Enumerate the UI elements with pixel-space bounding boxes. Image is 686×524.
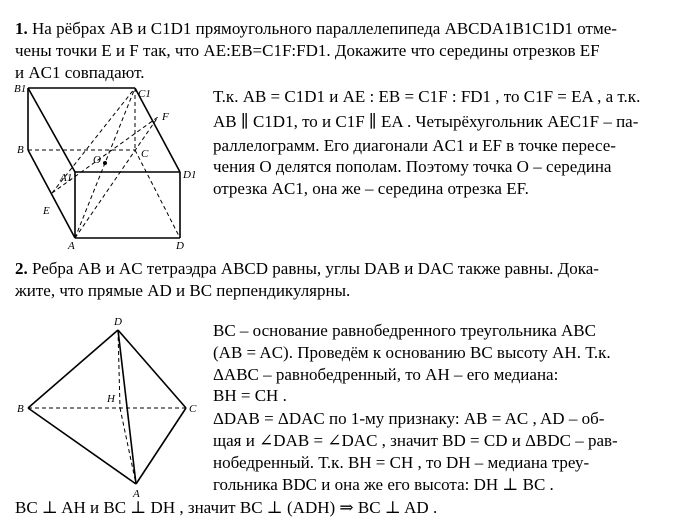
label-b1: B1 — [14, 83, 27, 95]
label-d1: D1 — [183, 169, 197, 181]
solution2-line-6: щая и ∠DAB = ∠DAC , значит BD = CD и ΔBDC – рав- — [213, 431, 618, 450]
problem1-line-2: чены точки E и F так, что AE:EB=C1F:FD1. Докажите что середины отрезков EF — [15, 41, 600, 60]
svg-text:C — [189, 403, 197, 415]
label-e: E — [43, 205, 50, 217]
solution2-line-5: ΔDAB = ΔDAC по 1-му признаку: AB = AC , AD – об- — [213, 409, 605, 428]
problem1-number: 1. — [15, 19, 28, 38]
label-d: D — [176, 240, 184, 252]
edge-d-c — [118, 330, 186, 408]
label-a2: A — [133, 488, 140, 500]
solution2-line-3: ΔABC – равнобедренный, то AH – его медиана: — [213, 365, 559, 384]
solution2-line-7: нобедренный. Т.к. BH = CH , то DH – медиана треу- — [213, 453, 590, 472]
label-c: C — [141, 148, 149, 160]
problem1-text-1: На рёбрах AB и C1D1 прямоугольного параллелепипеда ABCDA1B1C1D1 отме- — [32, 19, 617, 38]
label-f: F — [162, 111, 169, 123]
label-d2: D — [114, 316, 122, 328]
label-c2: C — [189, 403, 197, 415]
svg-text:D — [113, 316, 122, 328]
solution1-line-3: раллелограмм. Его диагонали AC1 и EF в точке пересе- — [213, 136, 616, 155]
svg-text:B — [17, 403, 24, 415]
edge-c-a — [136, 408, 186, 484]
problem1-line-3: и AC1 совпадают. — [15, 63, 145, 82]
solution1-line-1: Т.к. AB = C1D1 и AE : EB = C1F : FD1 , то C1F = EA , а т.к. — [213, 87, 641, 106]
label-b2: B — [17, 403, 24, 415]
solution2-line-8: гольника BDC и она же его высота: DH ⊥ BC . — [213, 475, 554, 494]
solution1-line-4: чения O делятся пополам. Поэтому точка O – середина — [213, 157, 612, 176]
solution1-line-5: отрезка AC1, она же – середина отрезка EF. — [213, 179, 529, 198]
label-a: A — [68, 240, 75, 252]
solution2-conclusion: BC ⊥ AH и BC ⊥ DH , значит BC ⊥ (ADH) ⇒ BC ⊥ AD . — [15, 498, 438, 517]
edge-d-b — [28, 330, 118, 408]
label-b: B — [17, 144, 24, 156]
problem2-text-1: Ребра AB и AC тетраэдра ABCD равны, углы DAB и DAC также равны. Дока- — [32, 259, 599, 278]
solution2-line-4: BH = CH . — [213, 386, 287, 405]
solution2-line-2: (AB = AC). Проведём к основанию BC высоту AH. Т.к. — [213, 343, 611, 362]
solution1-line-2: AB ∥ C1D1, то и C1F ∥ EA . Четырёхугольник AEC1F – па- — [213, 112, 639, 131]
edge-b-a — [28, 408, 136, 484]
label-o: O — [93, 154, 101, 166]
label-h: H — [107, 393, 115, 405]
edge-d-a — [118, 330, 136, 484]
label-a1: A1 — [60, 172, 73, 184]
problem2-line-2: жите, что прямые AD и BC перпендикулярны. — [15, 281, 351, 300]
svg-text:H — [106, 393, 116, 405]
problem2-number: 2. — [15, 259, 28, 278]
solution2-line-1: BC – основание равнобедренного треугольника ABC — [213, 321, 596, 340]
label-c1: C1 — [138, 88, 151, 100]
